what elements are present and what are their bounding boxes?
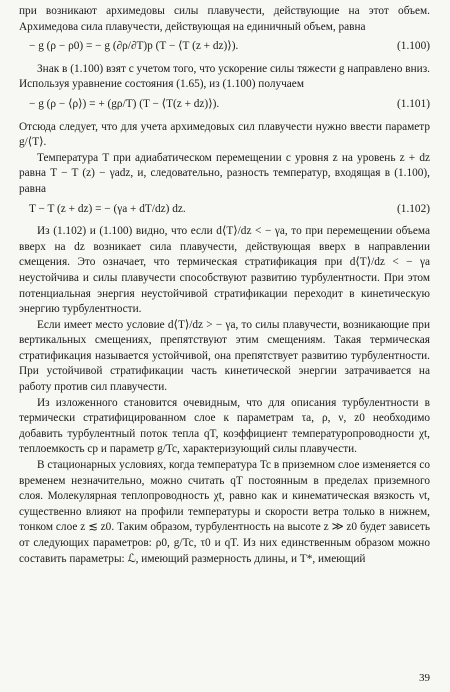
paragraph-8: В стационарных условиях, когда температура Tc в приземном слое изменяется со временем незначительно, можно считать qT постоянным в пределах приземного слоя. Молекулярная теплопроводность χt, равно как и кинематическая вязкость νt, существенно влияют на профили температуры и скорости ветра только в нижнем, тонком слое z ≲ z0. Таким образом, турбулентность на высоте z ≫ z0 будет зависеть от следующих параметров: ρ0, g/Tc, τ0 и qT. Из них единственным образом можно составить параметры: ℒ, имеющий размерность длины, и T*, имеющий (19, 459, 430, 565)
paragraph-2: Знак в (1.100) взят с учетом того, что ускорение силы тяжести g направлено вниз. Используя уравнение состояния (1.65), из (1.100) получаем (19, 62, 430, 91)
paragraph-5: Из (1.102) и (1.100) видно, что если d⟨T⟩/dz < − γa, то при перемещении объема вверх на dz возникает сила плавучести, действующая вверх в направлении смещения. Это означает, что термическая стратификация при d⟨T⟩/dz < − γa неустойчива и силы плавучести способствуют развитию турбулентности. При этом потенциальная энергия неустойчивой стратификации переходит в кинетическую энергию турбулентности. (19, 225, 430, 316)
equation-number: (1.101) (397, 97, 430, 110)
equation-number: (1.102) (397, 202, 430, 215)
paragraph-7: Из изложенного становится очевидным, что для описания турбулентности в термически стратифицированном слое к параметрам τa, ρ, ν, z0 необходимо добавить турбулентный поток тепла qT, коэффициент температуропроводности χt, теплоемкость cp и параметр g/Tc, характеризующий силы плавучести. (19, 396, 430, 456)
paragraph-6: Если имеет место условие d⟨T⟩/dz > − γa, то силы плавучести, возникающие при вертикальных смещениях, препятствуют этим смещениям. Такая термическая стратификация называется устойчивой, она препятствует развитию турбулентности. При устойчивой стратификации часть кинетической энергии затрачивается на работу против сил плавучести. (19, 318, 430, 394)
page-number: 39 (419, 672, 430, 684)
equation-text: T − T (z + dz) = − (γa + dT/dz) dz. (29, 202, 186, 215)
paragraph-4: Температура T при адиабатическом перемещении с уровня z на уровень z + dz равна T − T (z) − γadz, и, следовательно, разность температур, входящая в (1.100), равна (19, 151, 430, 195)
equation-1-100 (19, 39, 430, 55)
equation-1-102 (19, 202, 430, 218)
paragraph-3: Отсюда следует, что для учета архимедовых сил плавучести нужно ввести параметр g/⟨T⟩. (19, 120, 430, 149)
paragraph-1: при возникают архимедовы силы плавучести, действующие на этот объем. Архимедова сила плавучести, действующая на единичный объем, равна (19, 5, 430, 33)
equation-text: − g (ρ − ρ0) = − g (∂ρ/∂T)p (T − ⟨T (z + dz)⟩). (29, 40, 239, 53)
equation-text: − g (ρ − ⟨ρ⟩) = + (gρ/T) (T − ⟨T(z + dz)⟩). (29, 97, 220, 110)
equation-number: (1.100) (397, 40, 430, 53)
equation-1-101 (19, 97, 430, 113)
